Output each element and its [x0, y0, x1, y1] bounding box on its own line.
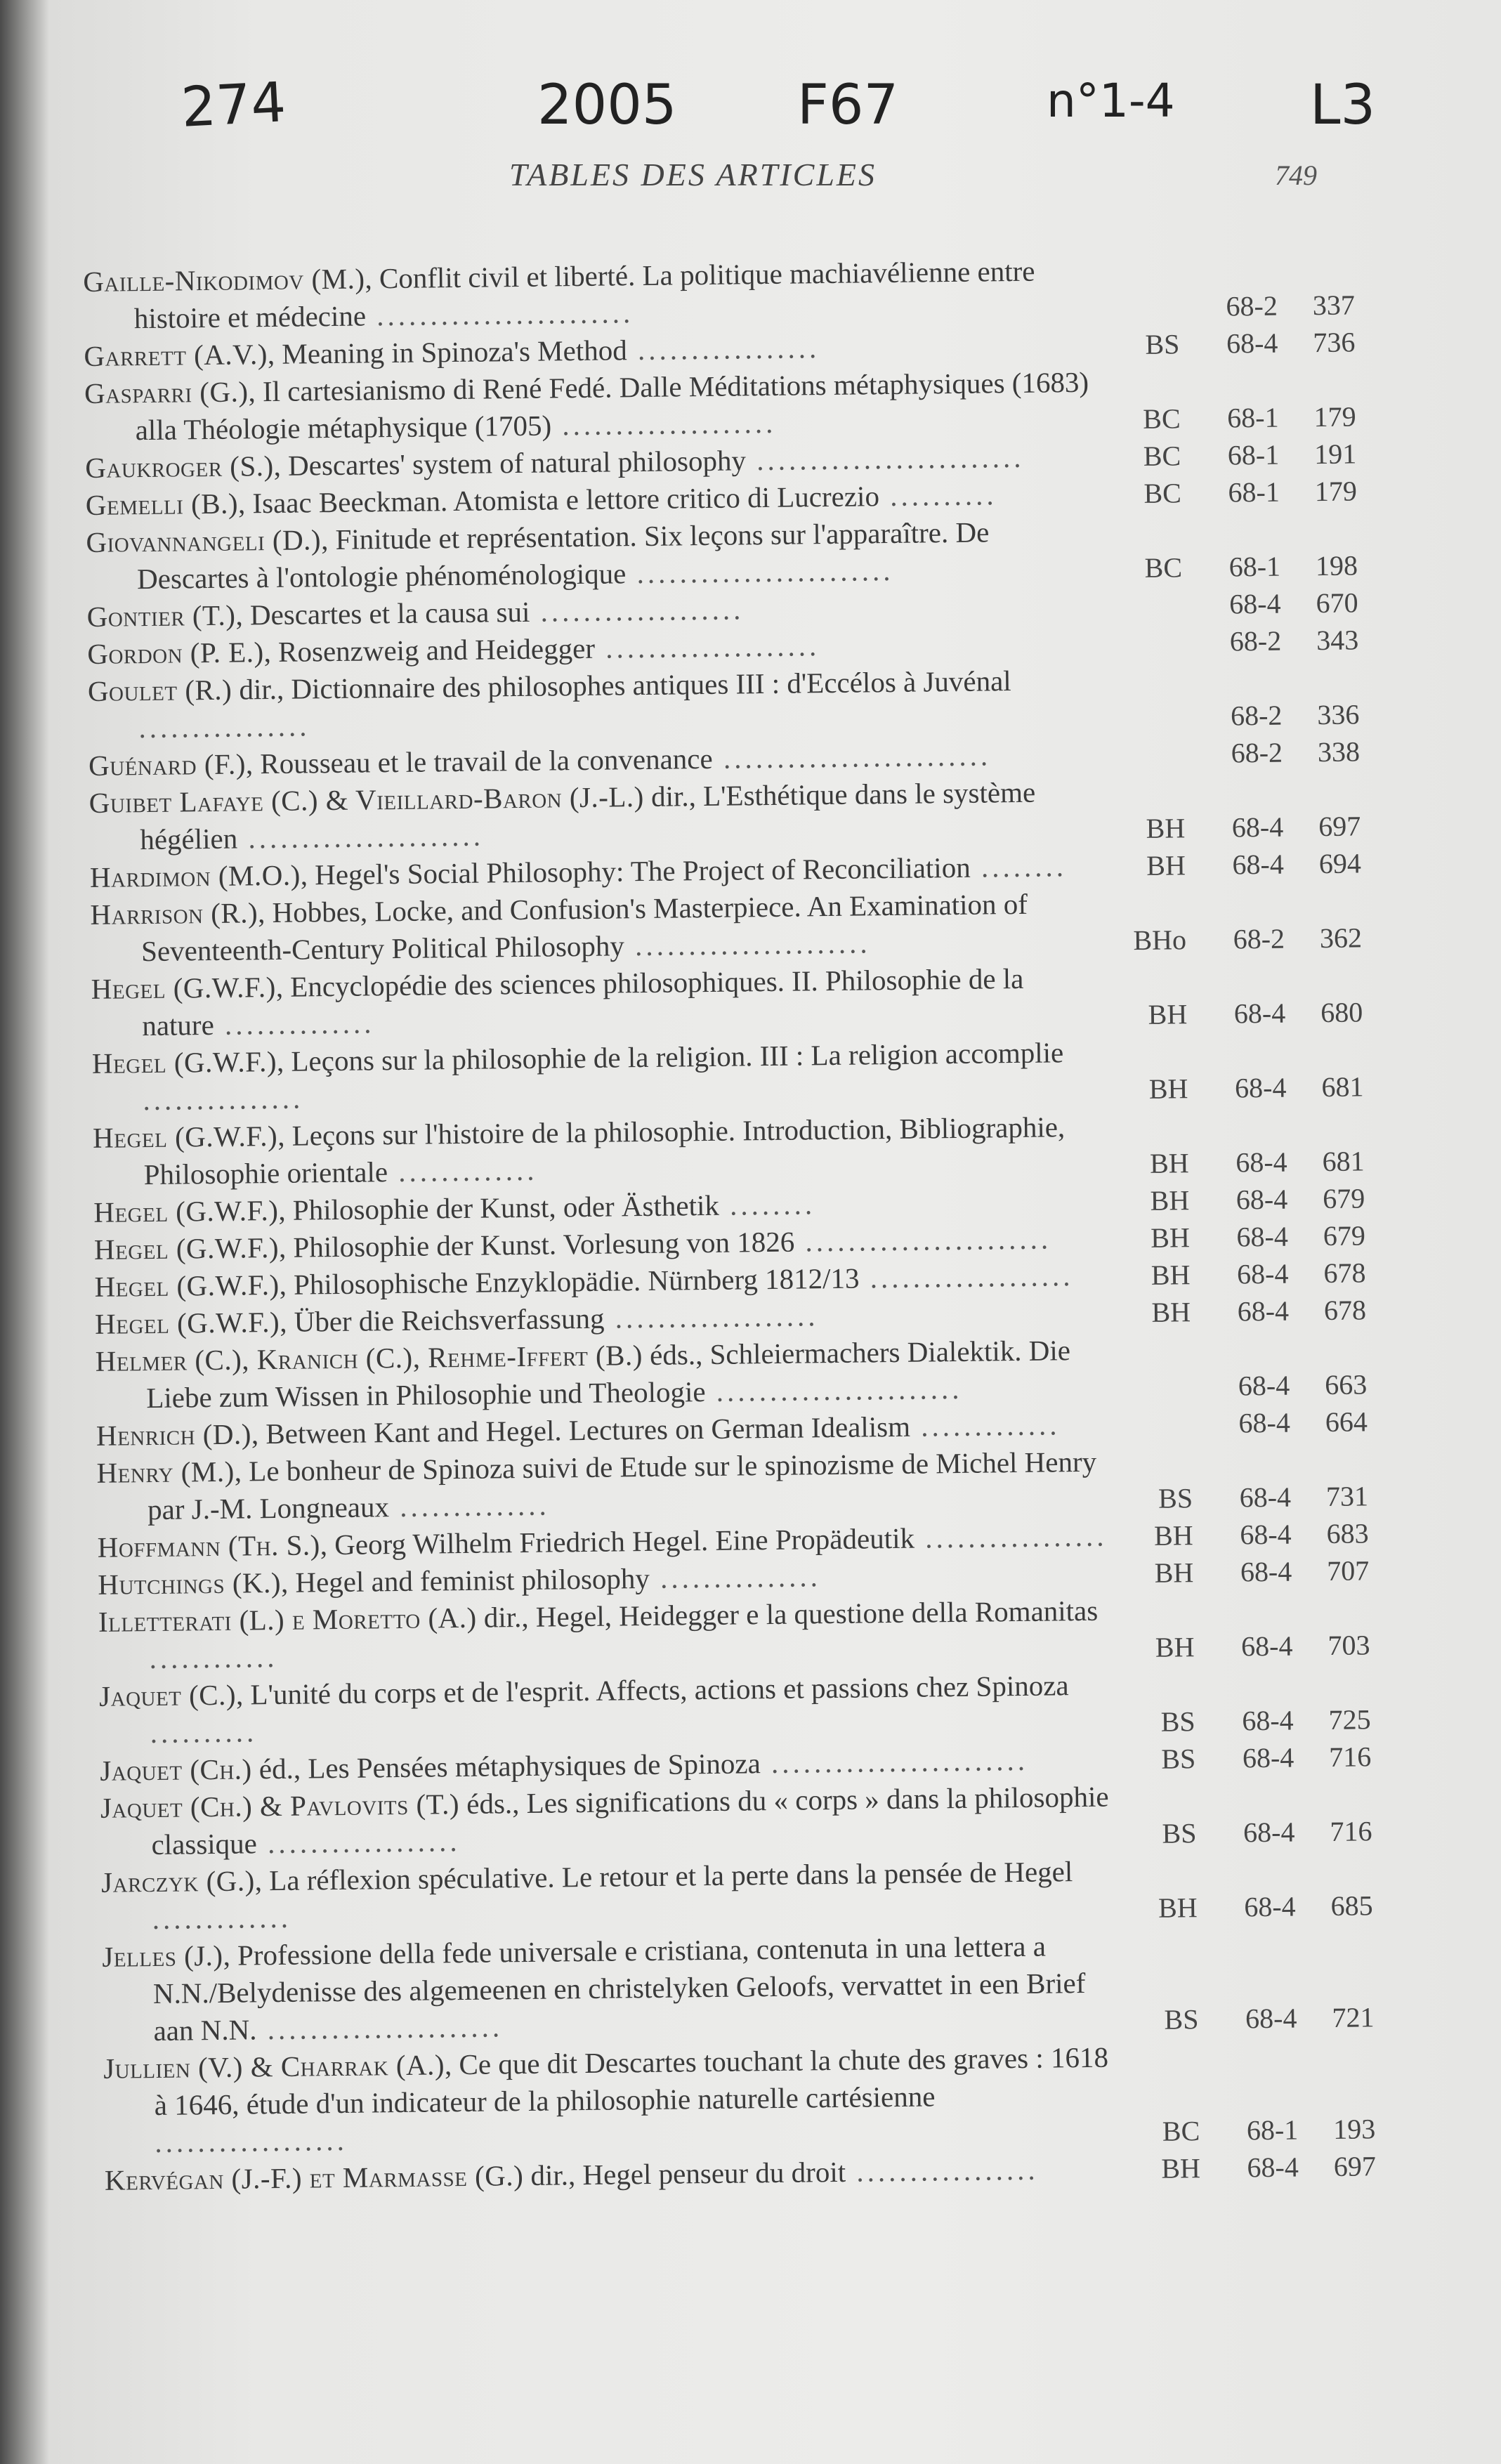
- entry-page: 721: [1332, 2001, 1375, 2033]
- entry-author: Hegel (G.W.F.): [94, 1268, 280, 1303]
- entry-title: , Il cartesianismo di René Fedé. Dalle Méditations métaphysiques (1683) alla Théologie métaphysique (1705): [135, 365, 1089, 447]
- entry-author: Goulet (R.): [87, 673, 232, 707]
- entry-title: , Descartes' system of natural philosophy: [273, 444, 747, 482]
- entry-author: Illetterati (L.) e Moretto (A.): [98, 1601, 477, 1638]
- leader-dots: .......................: [794, 1222, 1052, 1258]
- entry-section: BC: [1143, 440, 1181, 472]
- entry-author: Gemelli (B.): [85, 487, 239, 521]
- leader-dots: .................: [627, 332, 820, 367]
- entry-author: Jaquet (Ch.): [100, 1752, 252, 1787]
- leader-dots: ..................: [155, 2123, 348, 2159]
- entry-author: Giovannangeli (D.): [86, 523, 322, 558]
- entry-text: [95, 1332, 1107, 1417]
- entry-section: BS: [1164, 2003, 1199, 2036]
- entry-issue: 68-2: [1231, 736, 1283, 769]
- leader-dots: .........................: [745, 440, 1025, 477]
- entry-issue: 68-4: [1237, 1295, 1290, 1328]
- index-entry: [99, 1663, 1413, 1752]
- entry-text: [103, 2039, 1116, 2162]
- leader-dots: .............: [387, 1153, 538, 1188]
- entry-page: 663: [1324, 1368, 1368, 1401]
- entry-issue: 68-1: [1227, 438, 1280, 471]
- leader-dots: .......................: [705, 1372, 963, 1408]
- entry-author: Jelles (J.): [102, 1939, 223, 1973]
- entry-text: [98, 1592, 1110, 1678]
- entry-author: Jaquet (C.): [98, 1678, 237, 1712]
- entry-title: dir., Hegel penseur du droit: [523, 2155, 846, 2192]
- entry-author: Hoffmann (Th. S.): [97, 1528, 321, 1564]
- entry-issue: 68-2: [1233, 922, 1285, 955]
- index-entry: [89, 770, 1403, 859]
- entry-section: BH: [1153, 1519, 1193, 1552]
- entry-text: [88, 662, 1100, 747]
- entry-page: 697: [1318, 810, 1361, 843]
- entry-title: , Leçons sur l'histoire de la philosophie. Introduction, Bibliographie, Philosophie orientale: [143, 1110, 1066, 1191]
- entry-page: 679: [1323, 1219, 1366, 1252]
- index-entry: [92, 1030, 1406, 1120]
- entry-author: Gaille-Nikodimov (M.): [83, 262, 365, 298]
- index-entry: [95, 1328, 1409, 1417]
- leader-dots: ....................: [551, 406, 777, 442]
- leader-dots: ..........: [150, 1715, 258, 1750]
- index-entry: [86, 509, 1400, 598]
- entry-issue: 68-4: [1226, 327, 1278, 360]
- entry-issue: 68-4: [1239, 1481, 1292, 1514]
- entry-issue: 68-4: [1235, 1183, 1288, 1216]
- entry-text: [102, 1927, 1115, 2050]
- entry-section: BH: [1158, 1892, 1198, 1924]
- entry-section: BC: [1144, 551, 1183, 584]
- entry-text: [90, 885, 1102, 971]
- entry-page: 336: [1317, 698, 1360, 731]
- entry-author: Hegel (G.W.F.): [91, 970, 277, 1005]
- index-entry: [101, 1849, 1415, 1939]
- entry-author: Helmer (C.), Kranich (C.), Rehme-Iffert (B.): [95, 1339, 643, 1377]
- leader-dots: ......................: [624, 926, 871, 962]
- entry-author: Kervégan (J.-F.) et Marmasse (G.): [104, 2159, 524, 2196]
- entry-title: , Hobbes, Locke, and Confusion's Masterpiece. An Examination of Seventeenth-Century Political Philosophy: [140, 887, 1028, 968]
- entry-title: , Professione della fede universale e cristiana, contenuta in una lettera a N.N./Belydenisse des algemeenen en christelyken Geloofs, vervattet in een Brief aan N.N.: [152, 1929, 1086, 2047]
- leader-dots: ........................: [365, 296, 634, 332]
- entry-page: 683: [1326, 1517, 1369, 1550]
- entry-title: , Philosophische Enzyklopädie. Nürnberg 1812/13: [279, 1262, 860, 1301]
- entry-section: BS: [1160, 1705, 1195, 1738]
- entry-title: , Hegel and feminist philosophy: [280, 1561, 650, 1599]
- leader-dots: ............: [149, 1640, 278, 1675]
- leader-dots: .............: [910, 1408, 1061, 1443]
- entry-page: 694: [1318, 847, 1362, 880]
- entry-page: 670: [1316, 586, 1358, 620]
- entry-page: 716: [1328, 1741, 1372, 1774]
- entry-section: BH: [1148, 1073, 1188, 1105]
- entry-title: , Between Kant and Hegel. Lectures on German Idealism: [251, 1410, 911, 1450]
- entry-text: [99, 1667, 1111, 1752]
- leader-dots: ......................: [237, 819, 485, 855]
- entry-section: BS: [1145, 328, 1180, 360]
- entry-title: éds., Les significations du « corps » dans la philosophie classique: [151, 1780, 1109, 1861]
- entry-page: 338: [1317, 735, 1361, 768]
- entry-page: 681: [1322, 1145, 1365, 1178]
- entry-page: 716: [1330, 1815, 1372, 1848]
- entry-issue: 68-4: [1245, 2002, 1297, 2035]
- entry-text: [84, 364, 1096, 450]
- entry-author: Gordon (P. E.): [87, 636, 264, 670]
- entry-title: , Philosophie der Kunst, oder Ästhetik: [278, 1188, 720, 1226]
- entry-section: BH: [1154, 1557, 1194, 1589]
- leader-dots: .................: [914, 1519, 1108, 1554]
- entry-title: dir., L'Esthétique dans le système hégélien: [140, 775, 1036, 856]
- entry-page: 193: [1332, 2113, 1376, 2145]
- entry-section: BH: [1146, 812, 1186, 844]
- entry-text: [93, 1108, 1105, 1194]
- leader-dots: ..................: [256, 1825, 461, 1860]
- entry-issue: 68-4: [1247, 2151, 1299, 2184]
- entry-issue: 68-1: [1227, 401, 1279, 434]
- entry-section: BH: [1151, 1296, 1191, 1328]
- entry-title: , Finitude et représentation. Six leçons sur l'apparaître. De Descartes à l'ontologie phénoménologique: [136, 516, 990, 596]
- entry-title: éds., Schleiermachers Dialektik. Die Liebe zum Wissen in Philosophie und Theologie: [146, 1334, 1071, 1415]
- entry-page: 679: [1322, 1182, 1365, 1215]
- leader-dots: ....................: [594, 629, 820, 664]
- handwritten-note: 274: [179, 71, 288, 140]
- entry-text: [86, 513, 1098, 598]
- index-entry: [96, 1440, 1410, 1529]
- entry-author: Gasparri (G.): [84, 375, 249, 409]
- entry-text: [83, 252, 1095, 338]
- entry-title: éd., Les Pensées métaphysiques de Spinoza: [251, 1747, 761, 1785]
- leader-dots: ........................: [626, 553, 894, 590]
- entry-section: BS: [1161, 1743, 1196, 1775]
- entry-section: BH: [1155, 1631, 1195, 1663]
- leader-dots: ...............: [143, 1082, 304, 1117]
- handwritten-note: 2005: [537, 74, 677, 137]
- entry-issue: 68-1: [1228, 550, 1281, 583]
- entry-section: BS: [1162, 1817, 1197, 1849]
- entry-issue: 68-4: [1231, 811, 1284, 844]
- entry-title: , Rousseau et le travail de la convenance: [245, 742, 713, 780]
- entry-issue: 68-1: [1228, 476, 1280, 509]
- entry-issue: 68-2: [1226, 289, 1278, 322]
- entry-author: Jarczyk (G.): [100, 1864, 256, 1899]
- entry-page: 362: [1319, 922, 1363, 955]
- running-title: TABLES DES ARTICLES: [509, 157, 877, 192]
- entry-text: [89, 773, 1101, 859]
- entry-section: BC: [1142, 402, 1181, 435]
- handwritten-note: n°1-4: [1047, 74, 1175, 128]
- entry-page: 685: [1330, 1889, 1373, 1922]
- leader-dots: ........: [970, 850, 1068, 884]
- entry-author: Hegel (G.W.F.): [92, 1119, 278, 1154]
- entry-author: Garrett (A.V.): [84, 338, 268, 372]
- entry-title: , Isaac Beeckman. Atomista e lettore critico di Lucrezio: [237, 480, 880, 520]
- leader-dots: ...................: [604, 1299, 819, 1335]
- index-entry: [88, 658, 1402, 747]
- entry-title: , Hegel's Social Philosophy: The Project of Reconciliation: [300, 851, 971, 891]
- article-index-list: [83, 249, 1418, 2199]
- leader-dots: ...................: [859, 1259, 1074, 1295]
- index-entry: [100, 1775, 1415, 1864]
- entry-issue: 68-4: [1243, 1816, 1295, 1849]
- entry-page: 198: [1315, 549, 1358, 582]
- entry-author: Jullien (V.) & Charrak (A.): [103, 2048, 445, 2085]
- entry-section: BC: [1143, 477, 1182, 509]
- entry-author: Hutchings (K.): [98, 1566, 282, 1601]
- entry-page: 681: [1321, 1070, 1364, 1103]
- entry-issue: 68-4: [1244, 1890, 1296, 1923]
- entry-section: BH: [1151, 1221, 1191, 1254]
- entry-page: 678: [1323, 1294, 1367, 1327]
- entry-author: Gaukroger (S.): [85, 449, 274, 484]
- leader-dots: ........................: [760, 1743, 1029, 1780]
- index-entry: [91, 956, 1405, 1045]
- index-entry: [102, 1924, 1417, 2050]
- entry-author: Harrison (R.): [90, 896, 258, 931]
- entry-title: , Georg Wilhelm Friedrich Hegel. Eine Propädeutik: [320, 1521, 915, 1561]
- entry-page: 725: [1328, 1703, 1371, 1736]
- entry-author: Hegel (G.W.F.): [94, 1305, 280, 1340]
- leader-dots: ..............: [388, 1488, 550, 1523]
- entry-text: [92, 1034, 1104, 1120]
- index-entry: [83, 249, 1397, 338]
- entry-page: 343: [1316, 624, 1359, 657]
- entry-page: 179: [1313, 400, 1356, 433]
- entry-issue: 68-4: [1229, 587, 1281, 620]
- entry-issue: 68-2: [1229, 624, 1282, 657]
- leader-dots: ........: [719, 1188, 816, 1221]
- entry-section: BH: [1146, 849, 1186, 882]
- entry-title: dir., Hegel, Heidegger e la questione della Romanitas: [476, 1594, 1099, 1634]
- leader-dots: .........................: [712, 739, 992, 775]
- index-entry: [103, 2036, 1418, 2162]
- leader-dots: ...................: [530, 593, 745, 628]
- entry-author: Gontier (T.): [86, 598, 236, 633]
- entry-issue: 68-4: [1238, 1369, 1290, 1402]
- index-entry: [84, 360, 1398, 450]
- entry-page: 731: [1325, 1480, 1369, 1513]
- entry-author: Henry (M.): [96, 1455, 235, 1489]
- entry-issue: 68-4: [1242, 1704, 1294, 1737]
- leader-dots: ...............: [649, 1560, 822, 1594]
- leader-dots: ......................: [256, 2010, 504, 2046]
- entry-author: Guénard (F.): [88, 747, 247, 782]
- entry-title: , Philosophie der Kunst. Vorlesung von 1826: [278, 1225, 795, 1264]
- entry-text: [100, 1778, 1113, 1864]
- entry-text: [91, 959, 1103, 1045]
- entry-title: , Leçons sur la philosophie de la religion. III : La religion accomplie: [276, 1036, 1064, 1077]
- leader-dots: .................: [845, 2153, 1039, 2188]
- index-entry: [98, 1589, 1412, 1678]
- entry-title: , Descartes et la causa sui: [235, 595, 530, 631]
- entry-issue: 68-4: [1236, 1220, 1289, 1253]
- entry-section: BHo: [1133, 924, 1187, 957]
- entry-section: BH: [1148, 998, 1188, 1030]
- entry-page: 680: [1320, 996, 1363, 1029]
- entry-issue: 68-1: [1246, 2114, 1299, 2147]
- entry-author: Hardimon (M.O.): [89, 858, 301, 893]
- entry-title: , Encyclopédie des sciences philosophiques. II. Philosophie de la nature: [142, 962, 1024, 1042]
- entry-issue: 68-4: [1238, 1406, 1291, 1439]
- handwritten-note: L3: [1310, 74, 1376, 137]
- entry-page: 697: [1333, 2150, 1377, 2182]
- entry-author: Hegel (G.W.F.): [93, 1231, 280, 1266]
- entry-page: 678: [1323, 1257, 1366, 1290]
- entry-text: [101, 1853, 1113, 1939]
- leader-dots: ..........: [879, 478, 997, 513]
- entry-title: , Meaning in Spinoza's Method: [267, 334, 627, 371]
- entry-title: , L'unité du corps et de l'esprit. Affects, actions et passions chez Spinoza: [235, 1669, 1069, 1711]
- entry-issue: 68-4: [1242, 1741, 1294, 1774]
- entry-title: , La réflexion spéculative. Le retour et la perte dans la pensée de Hegel: [254, 1855, 1073, 1897]
- index-entry: [93, 1105, 1407, 1194]
- entry-author: Hegel (G.W.F.): [91, 1044, 277, 1080]
- entry-page: 191: [1313, 438, 1357, 471]
- entry-page: 337: [1312, 289, 1356, 322]
- leader-dots: .............: [152, 1901, 292, 1936]
- entry-title: , Über die Reichsverfassung: [279, 1302, 605, 1338]
- entry-page: 703: [1328, 1629, 1370, 1662]
- entry-author: Hegel (G.W.F.): [93, 1193, 279, 1228]
- entry-issue: 68-4: [1234, 1071, 1287, 1104]
- entry-title: , Conflit civil et liberté. La politique machiavélienne entre histoire et médecine: [133, 254, 1035, 335]
- entry-issue: 68-4: [1236, 1257, 1289, 1290]
- entry-issue: 68-4: [1240, 1630, 1293, 1663]
- entry-text: [96, 1443, 1108, 1529]
- entry-page: 179: [1314, 475, 1358, 508]
- leader-dots: ................: [138, 709, 310, 745]
- entry-page: 736: [1313, 326, 1356, 359]
- entry-issue: 68-2: [1230, 699, 1283, 732]
- entry-section: BH: [1150, 1184, 1190, 1217]
- entry-author: Jaquet (Ch.) & Pavlovits (T.): [100, 1788, 460, 1824]
- entry-page: 707: [1326, 1554, 1370, 1587]
- entry-author: Guibet Lafaye (C.) & Vieillard-Baron (J.-L.): [89, 780, 645, 819]
- entry-section: BC: [1162, 2115, 1200, 2147]
- book-binding-shadow: [0, 0, 49, 2464]
- entry-page: 664: [1325, 1405, 1368, 1439]
- page-number: 749: [1275, 159, 1317, 191]
- entry-issue: 68-4: [1232, 848, 1285, 881]
- index-entry: [90, 882, 1404, 971]
- entry-section: BH: [1149, 1147, 1189, 1179]
- entry-issue: 68-4: [1233, 997, 1286, 1030]
- entry-author: Henrich (D.): [96, 1417, 252, 1452]
- entry-issue: 68-4: [1240, 1555, 1292, 1588]
- entry-title: , Ce que dit Descartes touchant la chute des graves : 1618 à 1646, étude d'un indicateur de la philosophie naturelle cartésienne: [154, 2040, 1109, 2122]
- entry-title: dir., Dictionnaire des philosophes antiques III : d'Eccélos à Juvénal: [231, 664, 1011, 706]
- leader-dots: ..............: [214, 1007, 375, 1041]
- entry-section: BH: [1151, 1259, 1191, 1291]
- entry-section: BS: [1158, 1482, 1193, 1514]
- entry-issue: 68-4: [1240, 1518, 1292, 1551]
- handwritten-note: F67: [797, 74, 899, 137]
- entry-title: , Rosenzweig and Heidegger: [263, 631, 596, 669]
- entry-issue: 68-4: [1235, 1146, 1287, 1179]
- entry-section: BH: [1161, 2152, 1201, 2184]
- handwritten-notes: [0, 71, 1501, 158]
- entry-title: , Le bonheur de Spinoza suivi de Etude sur le spinozisme de Michel Henry par J.-M. Longneaux: [147, 1445, 1097, 1526]
